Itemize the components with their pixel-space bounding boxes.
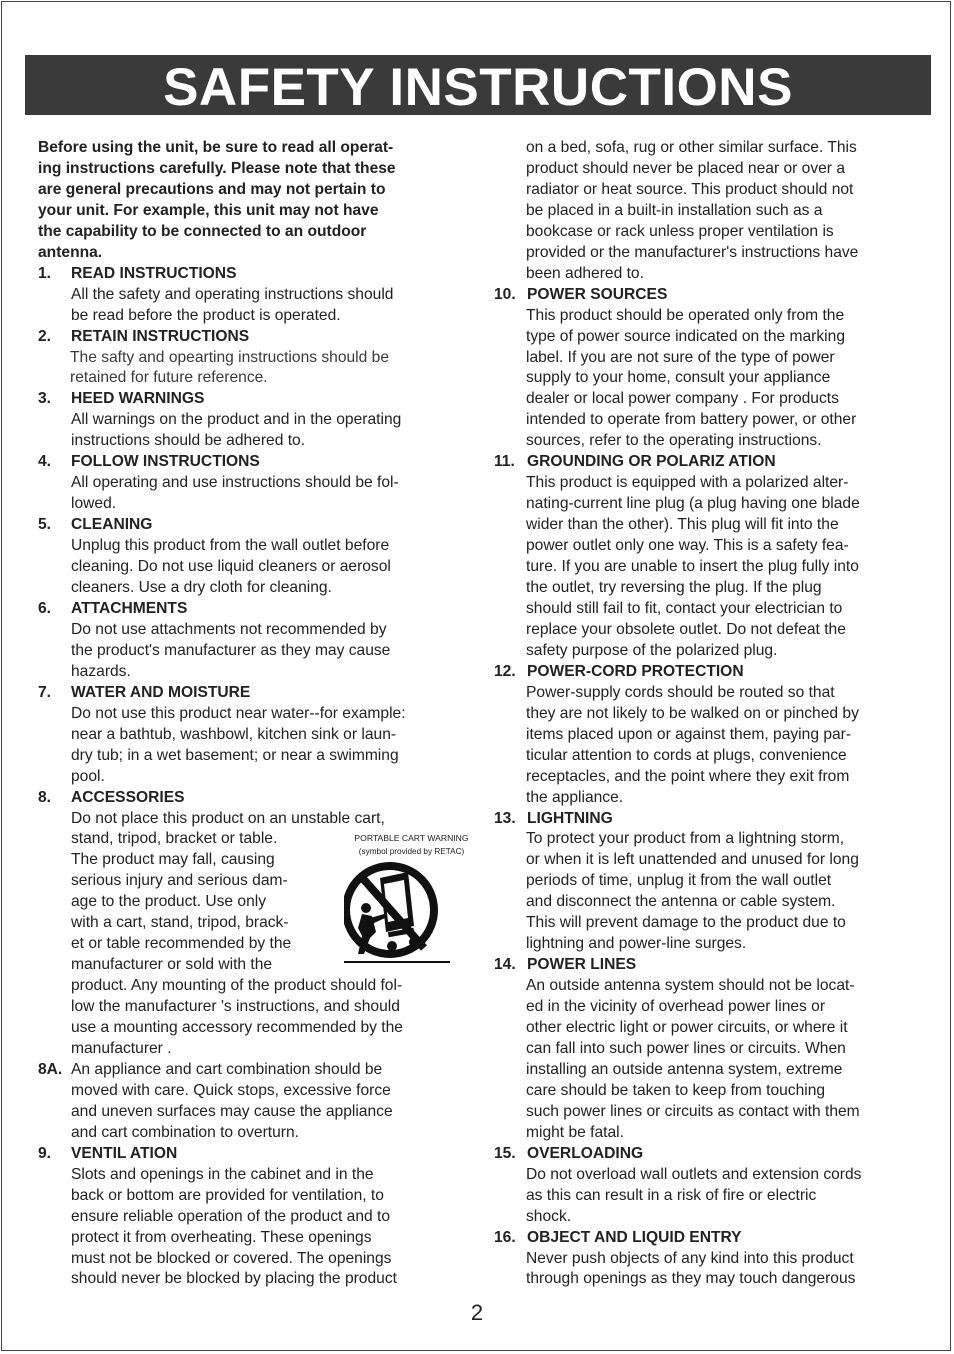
item-heading: READ INSTRUCTIONS [71,264,237,282]
item-heading: ACCESSORIES [71,788,185,806]
instruction-item-7 [38,683,463,788]
item-number: 7. [38,683,52,701]
item-heading: RETAIN INSTRUCTIONS [71,327,250,345]
instruction-item-8a [38,1060,463,1144]
instruction-item-5 [38,515,463,599]
item-heading: POWER LINES [527,956,637,974]
item-text: To protect your product from a lightning storm, or when it is left unattended and unused for long periods of time, unplug it from the wall outlet and disconnect the antenna or cable system. This will prevent damage to the product due to lightning and power-line surges. [526,830,859,953]
item-heading: OVERLOADING [527,1144,644,1162]
item-number: 5. [38,516,52,534]
cart-tip-over-warning-icon [344,858,474,970]
instruction-item-3 [38,389,463,452]
item-number: 8A. [38,1060,63,1078]
page-title: SAFETY INSTRUCTIONS [25,55,931,115]
item-number: 9. [38,1144,52,1162]
item-number: 13. [494,809,516,827]
instruction-item-1 [38,264,463,327]
item-heading: WATER AND MOISTURE [71,683,251,701]
item-text: Slots and openings in the cabinet and in the back or bottom are provided for ventilation, to ensure reliable operation of the product and to protect it from overheating. These openings must not be blocked or covered. The openings should never be blocked by placing the product [71,1165,397,1288]
item-heading: LIGHTNING [527,809,613,827]
item-heading: VENTIL ATION [71,1144,178,1162]
item-number: 3. [38,390,52,408]
instruction-item-15 [494,1144,926,1228]
cart-warning-caption: PORTABLE CART WARNING [354,833,469,843]
item-heading: POWER-CORD PROTECTION [527,662,744,680]
right-column [494,138,926,1290]
item-text: Do not use attachments not recommended by the product's manufacturer as they may cause hazards. [71,620,391,680]
item-text: Do not overload wall outlets and extension cords as this can result in a risk of fire or electric shock. [526,1165,862,1225]
item-text: The safty and opearting instructions should be retained for future reference. [70,348,390,387]
item-text: This product should be operated only from the type of power source indicated on the marking label. If you are not sure of the type of power supply to your home, consult your appliance dealer or local power company . For products intended to operate from battery power, or other sources, refer to the operating instructions. [526,306,857,450]
item-number: 16. [494,1228,516,1246]
item-number: 4. [38,453,52,471]
item-number: 11. [494,453,515,471]
item-number: 14. [494,956,516,974]
item-number: 15. [494,1144,516,1162]
item-heading: POWER SOURCES [527,285,668,303]
item-text: Unplug this product from the wall outlet before cleaning. Do not use liquid cleaners or aerosol cleaners. Use a dry cloth for cleaning. [71,537,391,597]
instruction-item-4 [38,452,463,515]
item-text: All warnings on the product and in the operating instructions should be adhered to. [71,411,402,450]
intro-paragraph: Before using the unit, be sure to read all operat- ing instructions carefully. Please note that these are general precautions and may not pertain to your unit. For example, this unit may not have the capability to be connected to an outdoor antenna. [38,139,396,261]
instruction-item-6 [38,599,463,683]
item-text: An outside antenna system should not be locat- ed in the vicinity of overhead power lines or other electric light or power circuits, or where it can fall into such power lines or circuits. When installing an outside antenna system, extreme care should be taken to keep from touching such power lines or circuits as contact with them might be fatal. [526,977,860,1141]
item-text: Do not place this product on an unstable cart, stand, tripod, bracket or table. The product may fall, causing serious injury and serious dam- age to the product. Use only with a cart, stand, tripod, brack- et or table recommended by the manufacturer or sold with the product. Any mounting of the product should fol- low the manufacturer 's instructions, and should use a mounting accessory recommended by the manufacturer . [71,809,403,1057]
instruction-item-10 [494,285,926,453]
instruction-item-11 [494,452,926,662]
item-number: 10. [494,285,516,303]
item-9-continued: on a bed, sofa, rug or other similar surface. This product should never be placed near or over a radiator or heat source. This product should not be placed in a built-in installation such as a bookcase or rack unless proper ventilation is provided or the manufacturer's instructions have been adhered to. [526,139,859,282]
cart-warning-figure [344,832,479,977]
left-column [38,138,463,1290]
item-text: Power-supply cords should be routed so that they are not likely to be walked on or pinched by items placed upon or against them, paying par- ticular attention to cords at plugs, convenience receptacles, and the point where they exit from the appliance. [526,683,859,806]
item-number: 1. [38,264,52,282]
instruction-item-9 [38,1144,463,1291]
item-heading: GROUNDING OR POLARIZ ATION [527,453,776,471]
instruction-item-14 [494,955,926,1144]
item-heading: OBJECT AND LIQUID ENTRY [527,1228,742,1246]
item-number: 6. [38,599,52,617]
cart-warning-subcaption: (symbol provided by RETAC) [358,847,465,856]
instruction-item-12 [494,662,926,809]
item-heading: ATTACHMENTS [71,599,188,617]
item-number: 8. [38,788,52,806]
instruction-item-16 [494,1228,926,1291]
item-text: An appliance and cart combination should be moved with care. Quick stops, excessive force and uneven surfaces may cause the appliance and cart combination to overturn. [71,1060,393,1141]
item-number: 12. [494,662,516,680]
item-heading: HEED WARNINGS [71,390,205,408]
item-text: Do not use this product near water--for example: near a bathtub, washbowl, kitchen sink or laun- dry tub; in a wet basement; or near a swimming pool. [71,704,406,785]
item-text: All the safety and operating instructions should be read before the product is operated. [71,285,394,324]
instruction-item-2 [38,327,463,390]
item-text: All operating and use instructions should be fol- lowed. [71,474,399,513]
item-heading: CLEANING [71,516,153,534]
item-number: 2. [38,327,52,345]
page-number: 2 [470,1300,484,1325]
item-text: Never push objects of any kind into this product through openings as they may touch dangerous [526,1249,856,1288]
instruction-item-13 [494,809,926,956]
item-text: This product is equipped with a polarized alter- nating-current line plug (a plug having one blade wider than the other). This plug will fit into the power outlet only one way. This is a safety fea- ture. If you are unable to insert the plug fully into the outlet, try reversing the plug. If the plug should still fail to fit, contact your electrician to replace your obsolete outlet. Do not defeat the safety purpose of the polarized plug. [526,474,860,659]
item-heading: FOLLOW INSTRUCTIONS [71,453,260,471]
